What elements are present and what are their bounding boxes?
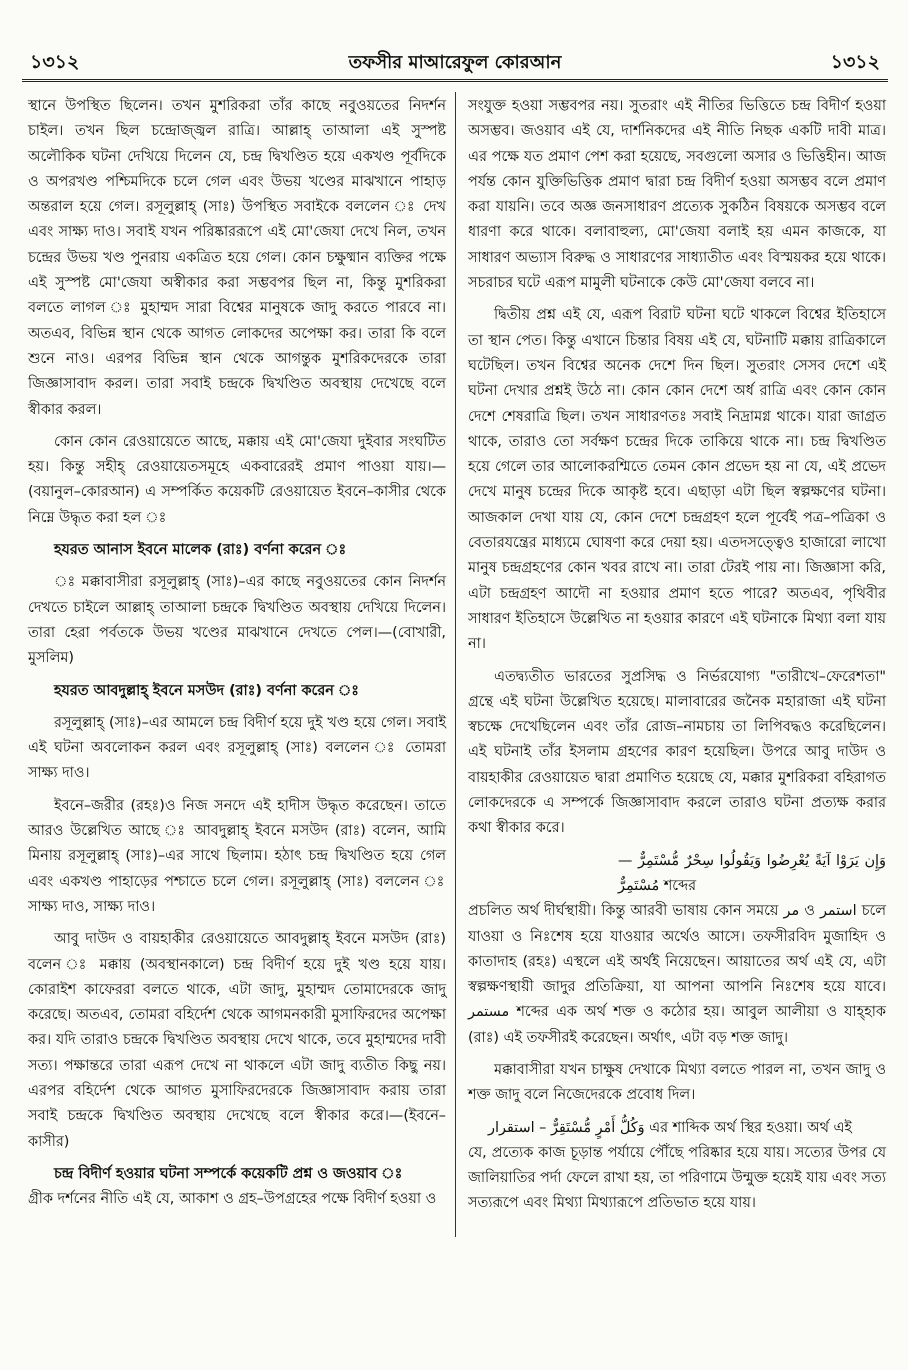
paragraph: সংযুক্ত হওয়া সম্ভবপর নয়। সুতরাং এই নীতির ভিত্তিতে চন্দ্র বিদীর্ণ হওয়া অসম্ভব। জওয়াব এই যে, দার্শনিকদের এই নীতি নিছক একটি দাবী মাত্র। এর পক্ষে যত প্রমাণ পেশ করা হয়েছে, সবগুলো অসার ও ভিত্তিহীন। আজ পর্যন্ত কোন যুক্তিভিত্তিক প্রমাণ দ্বারা চন্দ্র বিদীর্ণ হওয়া অসম্ভব বলে প্রমাণ করা যায়নি। তবে অজ্ঞ জনসাধারণ প্রত্যেক সুকঠিন বিষয়কে অসম্ভব বলে ধারণা করে থাকে। বলাবাহুল্য, মো'জেযা বলাই হয় এমন কাজকে, যা সাধারণ অভ্যাস বিরুদ্ধ ও সাধারণের সাধ্যাতীত এবং বিস্ময়কর হয়ে থাকে। সচরাচর ঘটে এরূপ মামুলী ঘটনাকে কেউ মো'জেযা বলবে না।: [468, 98, 886, 292]
page-number-right: ১৩১২: [830, 51, 880, 73]
header-rule: [22, 79, 888, 82]
narrator-heading: হযরত আবদুল্লাহ্ ইবনে মসউদ (রাঃ) বর্ণনা করেন ঃ: [54, 682, 359, 699]
narrator-heading: হযরত আনাস ইবনে মালেক (রাঃ) বর্ণনা করেন ঃ: [54, 542, 347, 559]
verse-term: استقرار: [488, 1119, 535, 1136]
left-column: [28, 94, 446, 1219]
verse-keyword: مُسْتَمِرٌّ: [618, 877, 660, 894]
paragraph: দ্বিতীয় প্রশ্ন এই যে, এরূপ বিরাট ঘটনা ঘটে থাকলে বিশ্বের ইতিহাসে তা স্থান পেত। কিন্তু এখানে চিন্তার বিষয় এই যে, ঘটনাটি মক্কায় রাত্রিকালে ঘটেছিল। তখন বিশ্বের অনেক দেশে দিন ছিল। সুতরাং সেসব দেশে এই ঘটনা দেখার প্রশ্নই উঠে না। কোন কোন দেশে অর্ধ রাত্রি এবং কোন কোন দেশে শেষরাত্রি ছিল। তখন সাধারণতঃ সবাই নিদ্রামগ্ন থাকে। যারা জাগ্রত থাকে, তারাও তো সর্বক্ষণ চন্দ্রের দিকে তাকিয়ে থাকে না। চন্দ্র দ্বিখণ্ডিত হয়ে গেলে তার আলোকরশ্মিতে তেমন কোন প্রভেদ হয় না যে, এই প্রভেদ দেখে মানুষ চন্দ্রের দিকে আকৃষ্ট হবে। এছাড়া এটা ছিল স্বল্পক্ষণের ঘটনা। আজকাল দেখা যায় যে, কোন দেশে চন্দ্রগ্রহণ হলে পূর্বেই পত্র–পত্রিকা ও বেতারযন্ত্রের মাধ্যমে ঘোষণা করে দেয়া হয়। এতদসত্ত্বেও হাজারো লাখো মানুষ চন্দ্রগ্রহণের কোন খবর রাখে না। তারা টেরই পায় না। জিজ্ঞাসা করি, এটা চন্দ্রগ্রহণ আদৌ না হওয়ার প্রমাণ হতে পারে? অতএব, পৃথিবীর সাধারণ ইতিহাসে উল্লেখিত না হওয়ার কারণে এই ঘটনাকে মিথ্যা বলা যায় না।: [468, 307, 886, 653]
paragraph: রসূলুল্লাহ্ (সাঃ)–এর আমলে চন্দ্র বিদীর্ণ হয়ে দুই খণ্ড হয়ে গেল। সবাই এই ঘটনা অবলোকন করল এবং রসূলুল্লাহ্ (সাঃ) বললেন ঃ তোমরা সাক্ষ্য দাও।: [28, 714, 446, 782]
paragraph: কোন কোন রেওয়ায়েতে আছে, মক্কায় এই মো'জেযা দুইবার সংঘটিত হয়। কিন্তু সহীহ্ রেওয়ায়েতসমূহে একবারেরই প্রমাণ পাওয়া যায়।—(বয়ানুল–কোরআন) এ সম্পর্কিত কয়েকটি রেওয়ায়েত ইবনে–কাসীর থেকে নিম্নে উদ্ধৃত করা হল ঃ: [28, 433, 446, 526]
verse-dash: –: [539, 1119, 547, 1136]
quran-verse-arabic: وَكُلُّ أَمْرٍ مُّسْتَقِرٌّ: [550, 1119, 645, 1136]
quran-verse-line: [468, 849, 886, 900]
section-heading: চন্দ্র বিদীর্ণ হওয়ার ঘটনা সম্পর্কে কয়েকটি প্রশ্ন ও জওয়াব ঃ: [54, 1165, 403, 1182]
paragraph: ইবনে–জরীর (রহঃ)ও নিজ সনদে এই হাদীস উদ্ধৃত করেছেন। তাতে আরও উল্লেখিত আছে ঃ আবদুল্লাহ্ ইবনে মসউদ (রাঃ) বলেন, আমি মিনায় রসূলুল্লাহ্ (সাঃ)–এর সাথে ছিলাম। হঠাৎ চন্দ্র দ্বিখণ্ডিত হয়ে গেল এবং একখণ্ড পাহাড়ের পশ্চাতে চলে গেল। রসূলুল্লাহ্ (সাঃ) বললেন ঃ সাক্ষ্য দাও, সাক্ষ্য দাও।: [28, 797, 446, 915]
running-title: তফসীর মাআরেফুল কোরআন: [348, 52, 562, 73]
paragraph: ঃ মক্কাবাসীরা রসূলুল্লাহ্ (সাঃ)–এর কাছে নবুওয়তের কোন নিদর্শন দেখতে চাইলে আল্লাহ্ তাআলা চন্দ্রকে দ্বিখণ্ডিত অবস্থায় দেখিয়ে দিলেন। তারা হেরা পর্বতকে উভয় খণ্ডের মাঝখানে দেখতে পেল।—(বোখারী, মুসলিম): [28, 574, 446, 667]
paragraph: প্রচলিত অর্থ দীর্ঘস্থায়ী। কিন্তু আরবী ভাষায় কোন সময়ে مر ও استمر চলে যাওয়া ও নিঃশেষ হয়ে যাওয়ার অর্থেও আসে। তফসীরবিদ মুজাহিদ ও কাতাদাহ (রহঃ) এস্থলে এই অর্থই নিয়েছেন। আয়াতের অর্থ এই যে, এটা স্বল্পক্ষণস্থায়ী জাদুর প্রতিক্রিয়া, যা আপনা আপনি নিঃশেষ হয়ে যাবে। مستمر শব্দের এক অর্থ শক্ত ও কঠোর হয়। আবুল আলীয়া ও যাহ্হাক (রাঃ) এই তফসীরই করেছেন। অর্থাৎ, এটা বড় শক্ত জাদু।: [468, 903, 886, 1046]
verse-dash: —: [618, 852, 633, 869]
verse-suffix: এর শাব্দিক অর্থ স্থির হওয়া। অর্থ এই: [649, 1119, 852, 1136]
paragraph: গ্রীক দর্শনের নীতি এই যে, আকাশ ও গ্রহ–উপগ্রহের পক্ষে বিদীর্ণ হওয়া ও: [28, 1191, 437, 1208]
paragraph: এতদ্ব্যতীত ভারতের সুপ্রসিদ্ধ ও নির্ভরযোগ্য "তারীখে–ফেরেশতা" গ্রন্থে এই ঘটনা উল্লেখিত হয়েছে। মালাবারের জনৈক মহারাজা এই ঘটনা স্বচক্ষে দেখেছিলেন এবং তাঁর রোজ–নামচায় তা লিপিবদ্ধও করেছিলেন। এই ঘটনাই তাঁর ইসলাম গ্রহণের কারণ হয়েছিল। উপরে আবু দাউদ ও বায়হাকীর রেওয়ায়েত দ্বারা প্রমাণিত হয়েছে যে, মক্কার মুশরিকরা বহিরাগত লোকদেরকে এ সম্পর্কে জিজ্ঞাসাবাদ করলে তারাও ঘটনা প্রত্যক্ষ করার কথা স্বীকার করে।: [468, 668, 886, 837]
page-header: [22, 48, 888, 84]
right-column: [468, 94, 886, 1224]
quran-verse-arabic: وَإِن يَرَوْا آيَةً يُعْرِضُوا وَيَقُولُوا سِحْرٌ مُّسْتَمِرٌّ: [637, 852, 886, 869]
column-divider: [455, 92, 456, 1237]
page-number-left: ১৩১২: [30, 51, 80, 73]
verse-suffix: শব্দের: [663, 877, 697, 894]
paragraph: মক্কাবাসীরা যখন চাক্ষুষ দেখাকে মিথ্যা বলতে পারল না, তখন জাদু ও শক্ত জাদু বলে নিজেদেরকে প্রবোধ দিল।: [468, 1061, 886, 1104]
paragraph: আবু দাউদ ও বায়হাকীর রেওয়ায়েতে আবদুল্লাহ্ ইবনে মসউদ (রাঃ) বলেন ঃ মক্কায় (অবস্থানকালে) চন্দ্র বিদীর্ণ হয়ে দুই খণ্ড হয়ে যায়। কোরাইশ কাফেররা বলতে থাকে, এটা জাদু, মুহাম্মদ তোমাদেরকে জাদু করেছে। অতএব, তোমরা বহির্দেশ থেকে আগমনকারী মুসাফিরদের অপেক্ষা কর। যদি তারাও চন্দ্রকে দ্বিখণ্ডিত অবস্থায় দেখে থাকে, তবে মুহাম্মদের দাবী সত্য। পক্ষান্তরে তারা এরূপ দেখে না থাকলে এটা জাদু ব্যতীত কিছু নয়। এরপর বহির্দেশ থেকে আগত মুসাফিরদেরকে জিজ্ঞাসাবাদ করায় তারা সবাই চন্দ্রকে দ্বিখণ্ডিত অবস্থায় দেখেছে বলে স্বীকার করে।—(ইবনে–কাসীর): [28, 931, 446, 1150]
quran-verse-line: [468, 1116, 886, 1141]
paragraph: যে, প্রত্যেক কাজ চূড়ান্ত পর্যায়ে পৌঁছে পরিষ্কার হয়ে যায়। সত্যের উপর যে জালিয়াতির পর্দা ফেলে রাখা হয়, তা পরিণামে উন্মুক্ত হয়েই যায় এবং সত্য সত্যরূপে এবং মিথ্যা মিথ্যারূপে প্রতিভাত হয়ে যায়।: [468, 1144, 886, 1212]
paragraph: স্থানে উপস্থিত ছিলেন। তখন মুশরিকরা তাঁর কাছে নবুওয়তের নিদর্শন চাইল। তখন ছিল চন্দ্রোজ্জ্বল রাত্রি। আল্লাহ্ তাআলা এই সুস্পষ্ট অলৌকিক ঘটনা দেখিয়ে দিলেন যে, চন্দ্র দ্বিখণ্ডিত হয়ে একখণ্ড পূর্বদিকে ও অপরখণ্ড পশ্চিমদিকে চলে গেল এবং উভয় খণ্ডের মাঝখানে পাহাড় অন্তরাল হয়ে গেল। রসূলুল্লাহ্ (সাঃ) উপস্থিত সবাইকে বললেন ঃ দেখ এবং সাক্ষ্য দাও। সবাই যখন পরিষ্কাররূপে এই মো'জেযা দেখে নিল, তখন চন্দ্রের উভয় খণ্ড পুনরায় একত্রিত হয়ে গেল। কোন চক্ষুষ্মান ব্যক্তির পক্ষে এই সুস্পষ্ট মো'জেযা অস্বীকার করা সম্ভবপর ছিল না, কিন্তু মুশরিকরা বলতে লাগল ঃ মুহাম্মদ সারা বিশ্বের মানুষকে জাদু করতে পারবে না। অতএব, বিভিন্ন স্থান থেকে আগত লোকদের অপেক্ষা কর। তারা কি বলে শুনে নাও। এরপর বিভিন্ন স্থান থেকে আগন্তুক মুশরিকদেরকে তারা জিজ্ঞাসাবাদ করল। তারা সবাই চন্দ্রকে দ্বিখণ্ডিত অবস্থায় দেখেছে বলে স্বীকার করল।: [28, 98, 446, 418]
